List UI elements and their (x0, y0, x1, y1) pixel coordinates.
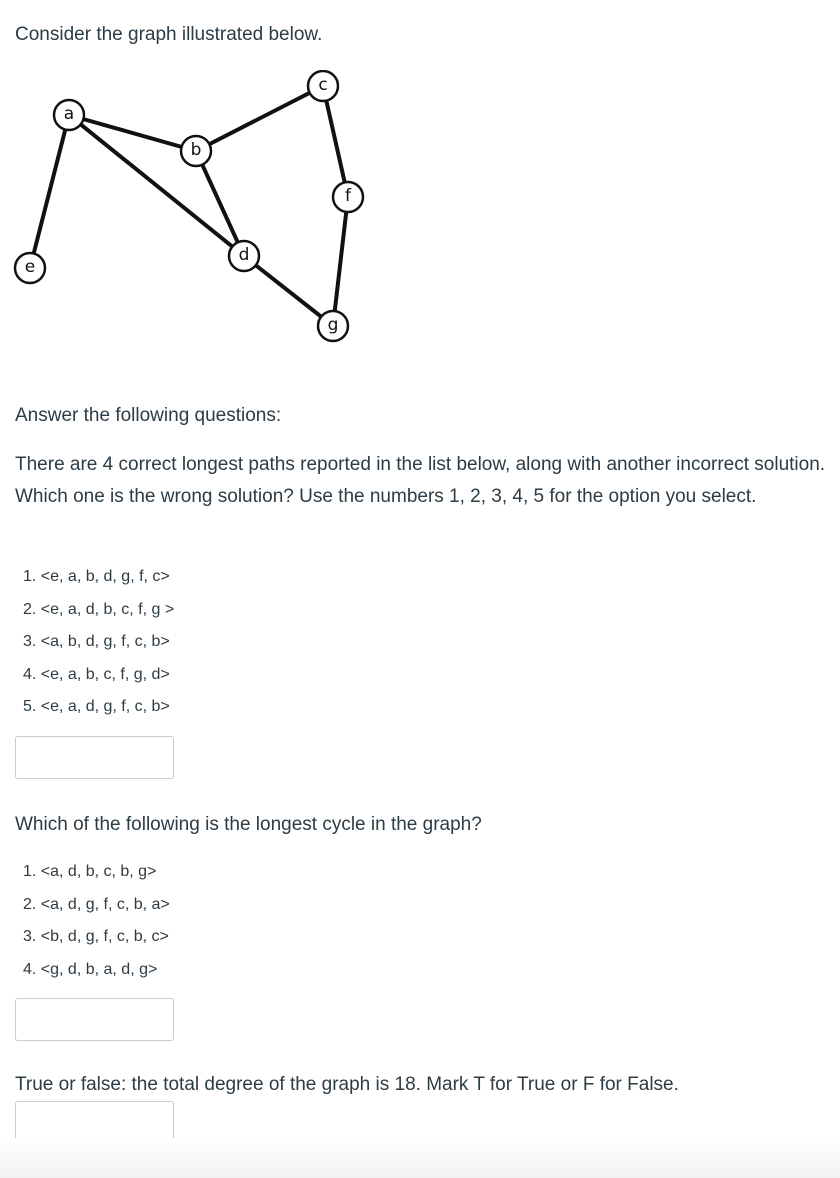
graph-node-d (229, 241, 259, 271)
graph-node-label: a (63, 104, 75, 124)
graph-node-e (15, 253, 45, 283)
graph-node-label: d (238, 245, 250, 265)
question-3-text: True or false: the total degree of the graph is 18. Mark T for True or F for False. (15, 1074, 679, 1095)
question-2-option: 4. <g, d, b, a, d, g> (23, 960, 158, 978)
graph-edge-a-e (30, 115, 69, 268)
question-1-answer-input[interactable] (15, 736, 174, 779)
question-1-option: 1. <e, a, b, d, g, f, c> (23, 568, 170, 585)
graph-node-label: e (24, 257, 36, 277)
graph-edge-b-c (196, 86, 323, 151)
graph-edge-a-d (69, 115, 244, 256)
graph-node-b (181, 136, 211, 166)
question-1-option: 4. <e, a, b, c, f, g, d> (23, 665, 170, 683)
question-1-options (23, 561, 174, 724)
question-2-option: 3. <b, d, g, f, c, b, c> (23, 928, 169, 945)
graph-node-f (333, 182, 363, 212)
question-2-answer-input[interactable] (15, 998, 174, 1041)
graph-edge-a-b (69, 115, 196, 151)
graph-node-label: b (190, 140, 202, 160)
question-2-options (23, 856, 170, 986)
graph-edge-b-d (196, 151, 244, 256)
question-1-option: 5. <e, a, d, g, f, c, b> (23, 698, 170, 715)
question-2-option: 2. <a, d, g, f, c, b, a> (23, 895, 170, 913)
graph-nodes (15, 71, 363, 341)
question-2-text: Which of the following is the longest cycle in the graph? (15, 814, 482, 835)
graph-node-label: g (327, 315, 339, 335)
bottom-fade (0, 1138, 840, 1178)
question-2-option: 1. <a, d, b, c, b, g> (23, 863, 157, 880)
question-3-answer-input[interactable] (15, 1101, 174, 1144)
graph-edge-d-g (244, 256, 333, 326)
graph-node-label: f (345, 186, 351, 206)
graph-edge-f-g (333, 197, 348, 326)
intro-text: Consider the graph illustrated below. (15, 24, 323, 45)
question-1-option: 3. <a, b, d, g, f, c, b> (23, 633, 170, 650)
graph-node-label: c (318, 75, 328, 95)
graph-node-c (308, 71, 338, 101)
question-1-text: There are 4 correct longest paths reported in the list below, along with another incorrect solution. Which one is the wrong solution? Use the numbers 1, 2, 3, 4, 5 for the option you select. (15, 454, 826, 507)
graph-edge-c-f (323, 86, 348, 197)
question-1-option: 2. <e, a, d, b, c, f, g > (23, 600, 175, 618)
graph-figure (0, 70, 380, 350)
questions-heading: Answer the following questions: (15, 405, 282, 426)
graph-node-a (54, 100, 84, 130)
graph-node-g (318, 311, 348, 341)
